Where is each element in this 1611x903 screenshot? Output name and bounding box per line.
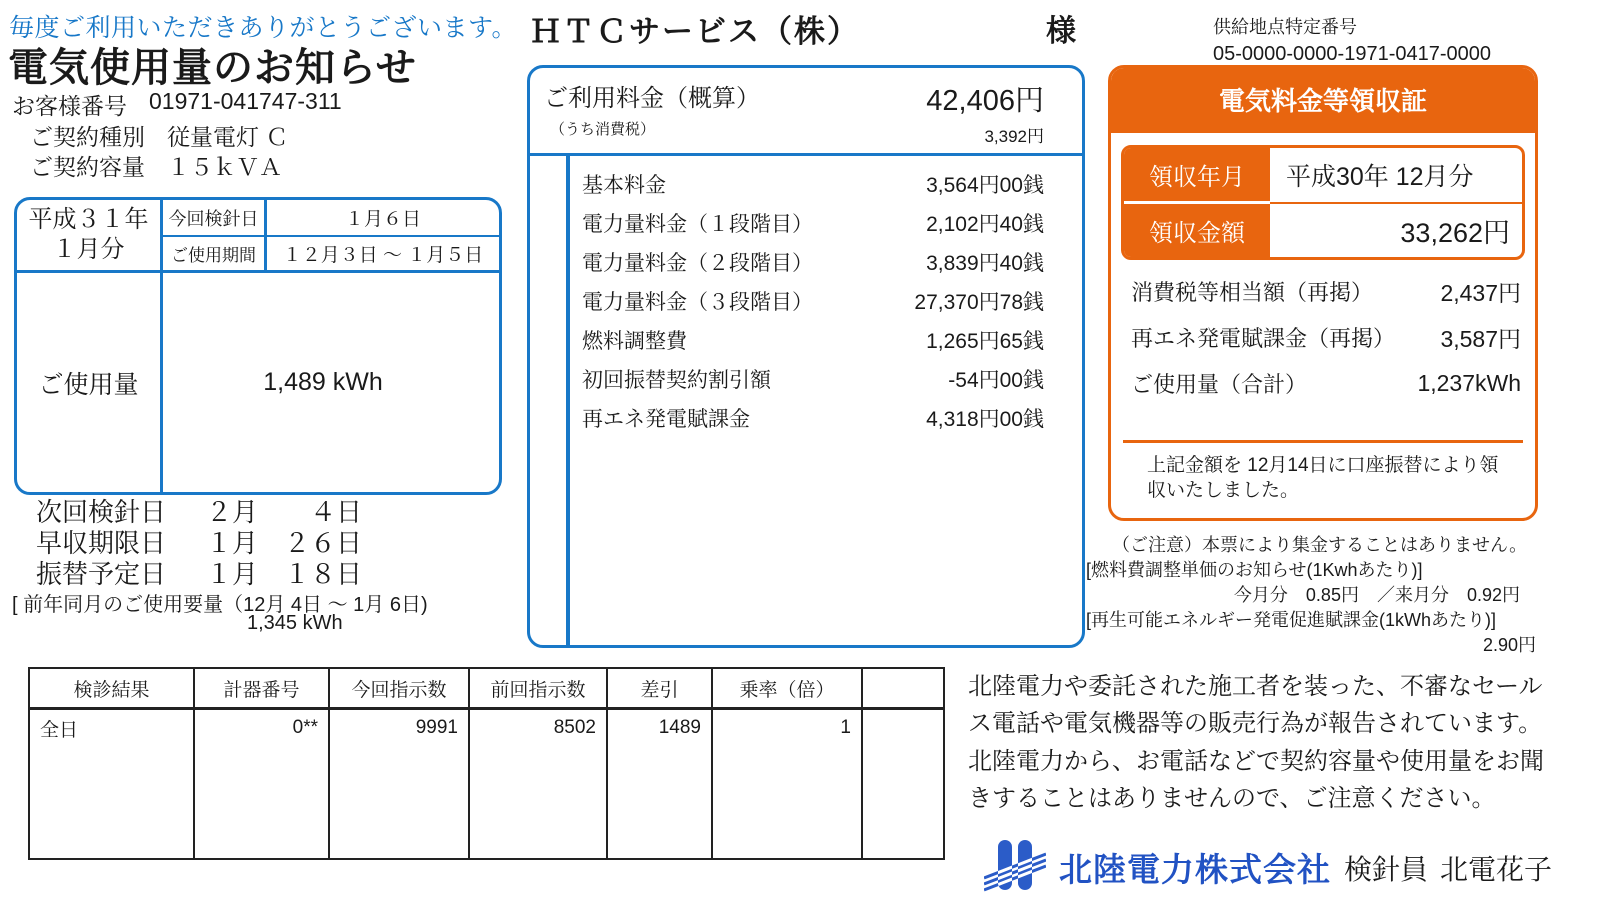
fee-row [582, 164, 1044, 203]
hokuriku-electric-logo-icon [984, 838, 1046, 897]
fee-value: 27,370円78銭 [914, 290, 1044, 314]
empty-cell [862, 709, 944, 747]
fee-value: 1,265円65銭 [926, 329, 1044, 353]
addressee-name: ＨＴＣサービス（株） [530, 14, 860, 49]
bill-total-label: ご利用料金（概算） [544, 85, 760, 112]
usage-period-label: ご使用期間 [163, 237, 267, 273]
receipt-body [1111, 133, 1535, 518]
notice-block [1086, 533, 1544, 658]
summary-value: 2,437円 [1440, 279, 1521, 306]
meter-read-date-value: １月６日 [267, 200, 499, 237]
summary-label: 再エネ発電賦課金（再掲） [1131, 325, 1396, 351]
customer-number-value: 01971-041747-311 [149, 88, 342, 114]
meter-table-header-row [29, 668, 944, 709]
supply-point-block [1213, 14, 1491, 69]
receipt-ym-row [1124, 148, 1522, 204]
billing-period-month: １月分 [52, 236, 125, 263]
fee-label: 初回振替契約割引額 [582, 368, 771, 392]
fee-row [582, 320, 1044, 359]
receipt-amount-label: 領収金額 [1124, 204, 1270, 257]
inspector-label: 検針員 [1344, 853, 1429, 885]
company-name: 北陸電力株式会社 [1059, 851, 1331, 888]
customer-number-row [12, 88, 342, 121]
receipt-box [1108, 65, 1538, 521]
contract-capacity-value: １５ｋＶＡ [167, 154, 282, 180]
bill-total-values [926, 78, 1044, 147]
previous-year-usage-note: [ 前年同月のご使用要量（12月 4日 ～ 1月 6日) [12, 594, 428, 616]
transfer-scheduled-date-value: １月 １８日 [206, 559, 363, 589]
receipt-amount-row [1124, 204, 1522, 257]
summary-label: ご使用量（合計） [1131, 371, 1308, 397]
fee-row [582, 203, 1044, 242]
customer-number-label: お客様番号 [12, 93, 127, 119]
fee-label: 基本料金 [582, 173, 666, 197]
bill-total-section [530, 68, 1082, 156]
fee-value: 4,318円00銭 [926, 407, 1044, 431]
meter-table-data-row [29, 709, 944, 747]
fee-row [582, 281, 1044, 320]
bill-total-labels [544, 78, 760, 147]
inspector-name: 北電花子 [1440, 853, 1553, 885]
receipt-summary-row [1121, 268, 1525, 314]
fee-label: 電力量料金（１段階目） [582, 212, 813, 236]
meter-table-empty-row [29, 746, 944, 859]
contract-type-label: ご契約種別 [30, 124, 145, 150]
column-header [862, 668, 944, 709]
receipt-title: 電気料金等領収証 [1111, 68, 1535, 133]
notice-line: 2.90円 [1482, 635, 1536, 656]
fee-value: 2,102円40銭 [926, 212, 1044, 236]
bill-tax-label: （うち消費税） [550, 121, 656, 138]
meter-reading-table [28, 667, 945, 860]
previous-reading-cell: 8502 [469, 709, 607, 747]
receipt-summary [1121, 268, 1525, 406]
schedule-dates [36, 497, 362, 590]
notice-line: [再生可能エネルギー発電促進賦課金(1kWhあたり)] [1086, 610, 1496, 631]
fee-value: 3,839円40銭 [926, 251, 1044, 275]
addressee-row [530, 6, 1082, 51]
summary-value: 1,237kWh [1417, 369, 1521, 396]
contract-type-value: 従量電灯 Ｃ [167, 124, 289, 150]
receipt-amount-value: 33,262円 [1400, 218, 1510, 248]
column-header: 前回指示数 [469, 668, 607, 709]
column-header: 乗率（倍） [712, 668, 862, 709]
fee-row [582, 398, 1044, 437]
meter-read-date-label: 今回検針日 [163, 200, 267, 237]
vertical-divider [566, 156, 570, 645]
receipt-ym-label: 領収年月 [1124, 148, 1270, 204]
receipt-table [1121, 145, 1525, 260]
summary-label: 消費税等相当額（再掲） [1131, 279, 1374, 305]
usage-amount-value: 1,489 kWh [263, 368, 383, 396]
multiplier-cell: 1 [712, 709, 862, 747]
column-header: 検診結果 [29, 668, 194, 709]
notice-line: 今月分 0.85円 ／来月分 0.92円 [1233, 585, 1520, 606]
usage-amount-label: ご使用量 [17, 273, 163, 492]
previous-year-usage-value: 1,345 kWh [247, 612, 343, 634]
supply-point-label: 供給地点特定番号 [1213, 17, 1357, 37]
early-payment-deadline-value: １月 ２６日 [206, 528, 363, 558]
notice-line: [燃料費調整単価のお知らせ(1Kwhあたり)] [1086, 560, 1423, 581]
bill-total-value: 42,406円 [926, 85, 1044, 117]
summary-value: 3,587円 [1440, 325, 1521, 352]
page-title: 電気使用量のお知らせ [8, 46, 417, 90]
fee-label: 電力量料金（２段階目） [582, 251, 813, 275]
addressee-honorific: 様 [1046, 15, 1076, 48]
fee-value: -54円00銭 [948, 368, 1044, 392]
supply-point-number: 05-0000-0000-1971-0417-0000 [1213, 43, 1492, 66]
contract-capacity-label: ご契約容量 [30, 154, 145, 180]
current-reading-cell: 9991 [329, 709, 469, 747]
difference-cell: 1489 [607, 709, 712, 747]
receipt-ym-value: 平成30年 12月分 [1270, 148, 1522, 204]
usage-period-value: １２月３日 ～ １月５日 [267, 237, 499, 273]
contract-capacity-row [30, 149, 282, 182]
fee-row [582, 242, 1044, 281]
next-reading-date-row [36, 497, 362, 528]
billing-period-year: 平成３１年 [28, 206, 149, 233]
early-payment-deadline-row [36, 528, 362, 559]
scam-warning-text: 北陸電力や委託された施工者を装った、不審なセールス電話や電気機器等の販売行為が報告されています。北陸電力から、お電話などで契約容量や使用量をお聞きすることはありませんので、ご注意ください。 [968, 673, 1544, 813]
fee-row [582, 359, 1044, 398]
receipt-note: 上記金額を 12月14日に口座振替により領収いたしました。 [1147, 454, 1499, 502]
column-header: 計器番号 [194, 668, 329, 709]
transfer-scheduled-date-label: 振替予定日 [36, 559, 167, 589]
billing-period-cell [17, 200, 163, 273]
bill-detail-box [527, 65, 1085, 648]
greeting-text: 毎度ご利用いただきありがとうございます。 [9, 14, 518, 42]
column-header: 差引 [607, 668, 712, 709]
spacer [1121, 406, 1525, 440]
meter-result-cell: 全日 [29, 709, 194, 747]
fee-label: 再エネ発電賦課金 [582, 407, 750, 431]
fee-label: 電力量料金（３段階目） [582, 290, 813, 314]
inspector-block [1344, 848, 1552, 888]
receipt-summary-row [1121, 360, 1525, 406]
next-reading-date-label: 次回検針日 [36, 497, 167, 527]
usage-summary-box [14, 197, 502, 495]
next-reading-date-value: ２月 ４日 [206, 497, 363, 527]
company-signature-row [984, 838, 1552, 897]
contract-type-row [30, 119, 288, 152]
early-payment-deadline-label: 早収期限日 [36, 528, 167, 558]
bill-items-section [530, 156, 1082, 645]
meter-number-cell: 0** [194, 709, 329, 747]
bill-tax-value: 3,392円 [984, 127, 1044, 146]
notice-line: （ご注意）本票により集金することはありません。 [1112, 535, 1528, 555]
fee-label: 燃料調整費 [582, 329, 687, 353]
transfer-scheduled-date-row [36, 559, 362, 590]
receipt-summary-row [1121, 314, 1525, 360]
column-header: 今回指示数 [329, 668, 469, 709]
fee-value: 3,564円00銭 [926, 173, 1044, 197]
